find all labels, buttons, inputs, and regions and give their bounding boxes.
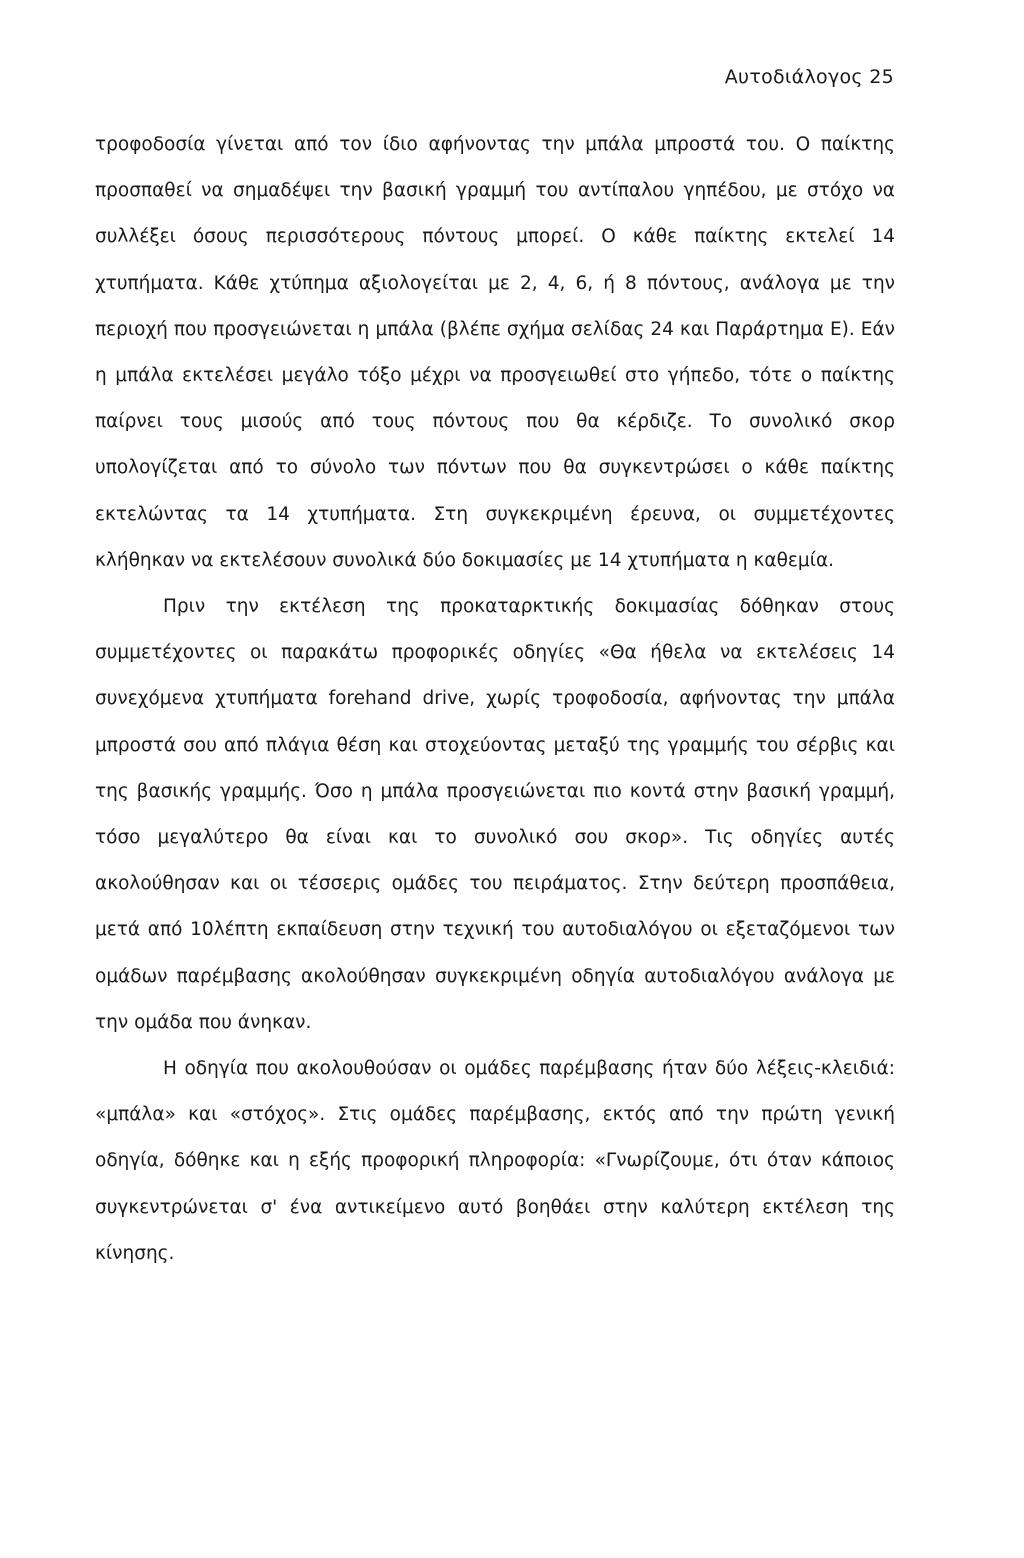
paragraph-3: Η οδηγία που ακολουθούσαν οι ομάδες παρέμβασης ήταν δύο λέξεις-κλειδιά: «μπάλα» και «στόχος». Στις ομάδες παρέμβασης, εκτός από την πρώτη γενική οδηγία, δόθηκε και η εξής προφορική πληροφορία: «Γνωρίζουμε, ότι όταν κάποιος συγκεντρώνεται σ' ένα αντικείμενο αυτό βοηθάει στην καλύτερη εκτέλεση της κίνησης. — [95, 1058, 895, 1264]
paragraph-1: τροφοδοσία γίνεται από τον ίδιο αφήνοντας την μπάλα μπροστά του. Ο παίκτης προσπαθεί να σημαδέψει την βασική γραμμή του αντίπαλου γηπέδου, με στόχο να συλλέξει όσους περισσότερους πόντους μπορεί. Ο κάθε παίκτης εκτελεί 14 χτυπήματα. Κάθε χτύπημα αξιολογείται με 2, 4, 6, ή 8 πόντους, ανάλογα με την περιοχή που προσγειώνεται η μπάλα (βλέπε σχήμα σελίδας 24 και Παράρτημα Ε). Εάν η μπάλα εκτελέσει μεγάλο τόξο μέχρι να προσγειωθεί στο γήπεδο, τότε ο παίκτης παίρνει τους μισούς από τους πόντους που θα κέρδιζε. Το συνολικό σκορ υπολογίζεται από το σύνολο των πόντων που θα συγκεντρώσει ο κάθε παίκτης εκτελώντας τα 14 χτυπήματα. Στη συγκεκριμένη έρευνα, οι συμμετέχοντες κλήθηκαν να εκτελέσουν συνολικά δύο δοκιμασίες με 14 χτυπήματα η καθεμία. — [95, 134, 895, 571]
running-header: Αυτοδιάλογος 25 — [724, 66, 894, 88]
body-text — [95, 122, 895, 1277]
paragraph-2: Πριν την εκτέλεση της προκαταρκτικής δοκιμασίας δόθηκαν στους συμμετέχοντες οι παρακάτω προφορικές οδηγίες «Θα ήθελα να εκτελέσεις 14 συνεχόμενα χτυπήματα forehand drive, χωρίς τροφοδοσία, αφήνοντας την μπάλα μπροστά σου από πλάγια θέση και στοχεύοντας μεταξύ της γραμμής του σέρβις και της βασικής γραμμής. Όσο η μπάλα προσγειώνεται πιο κοντά στην βασική γραμμή, τόσο μεγαλύτερο θα είναι και το συνολικό σου σκορ». Τις οδηγίες αυτές ακολούθησαν και οι τέσσερις ομάδες του πειράματος. Στην δεύτερη προσπάθεια, μετά από 10λέπτη εκπαίδευση στην τεχνική του αυτοδιαλόγου οι εξεταζόμενοι των ομάδων παρέμβασης ακολούθησαν συγκεκριμένη οδηγία αυτοδιαλόγου ανάλογα με την ομάδα που άνηκαν. — [95, 596, 895, 1033]
